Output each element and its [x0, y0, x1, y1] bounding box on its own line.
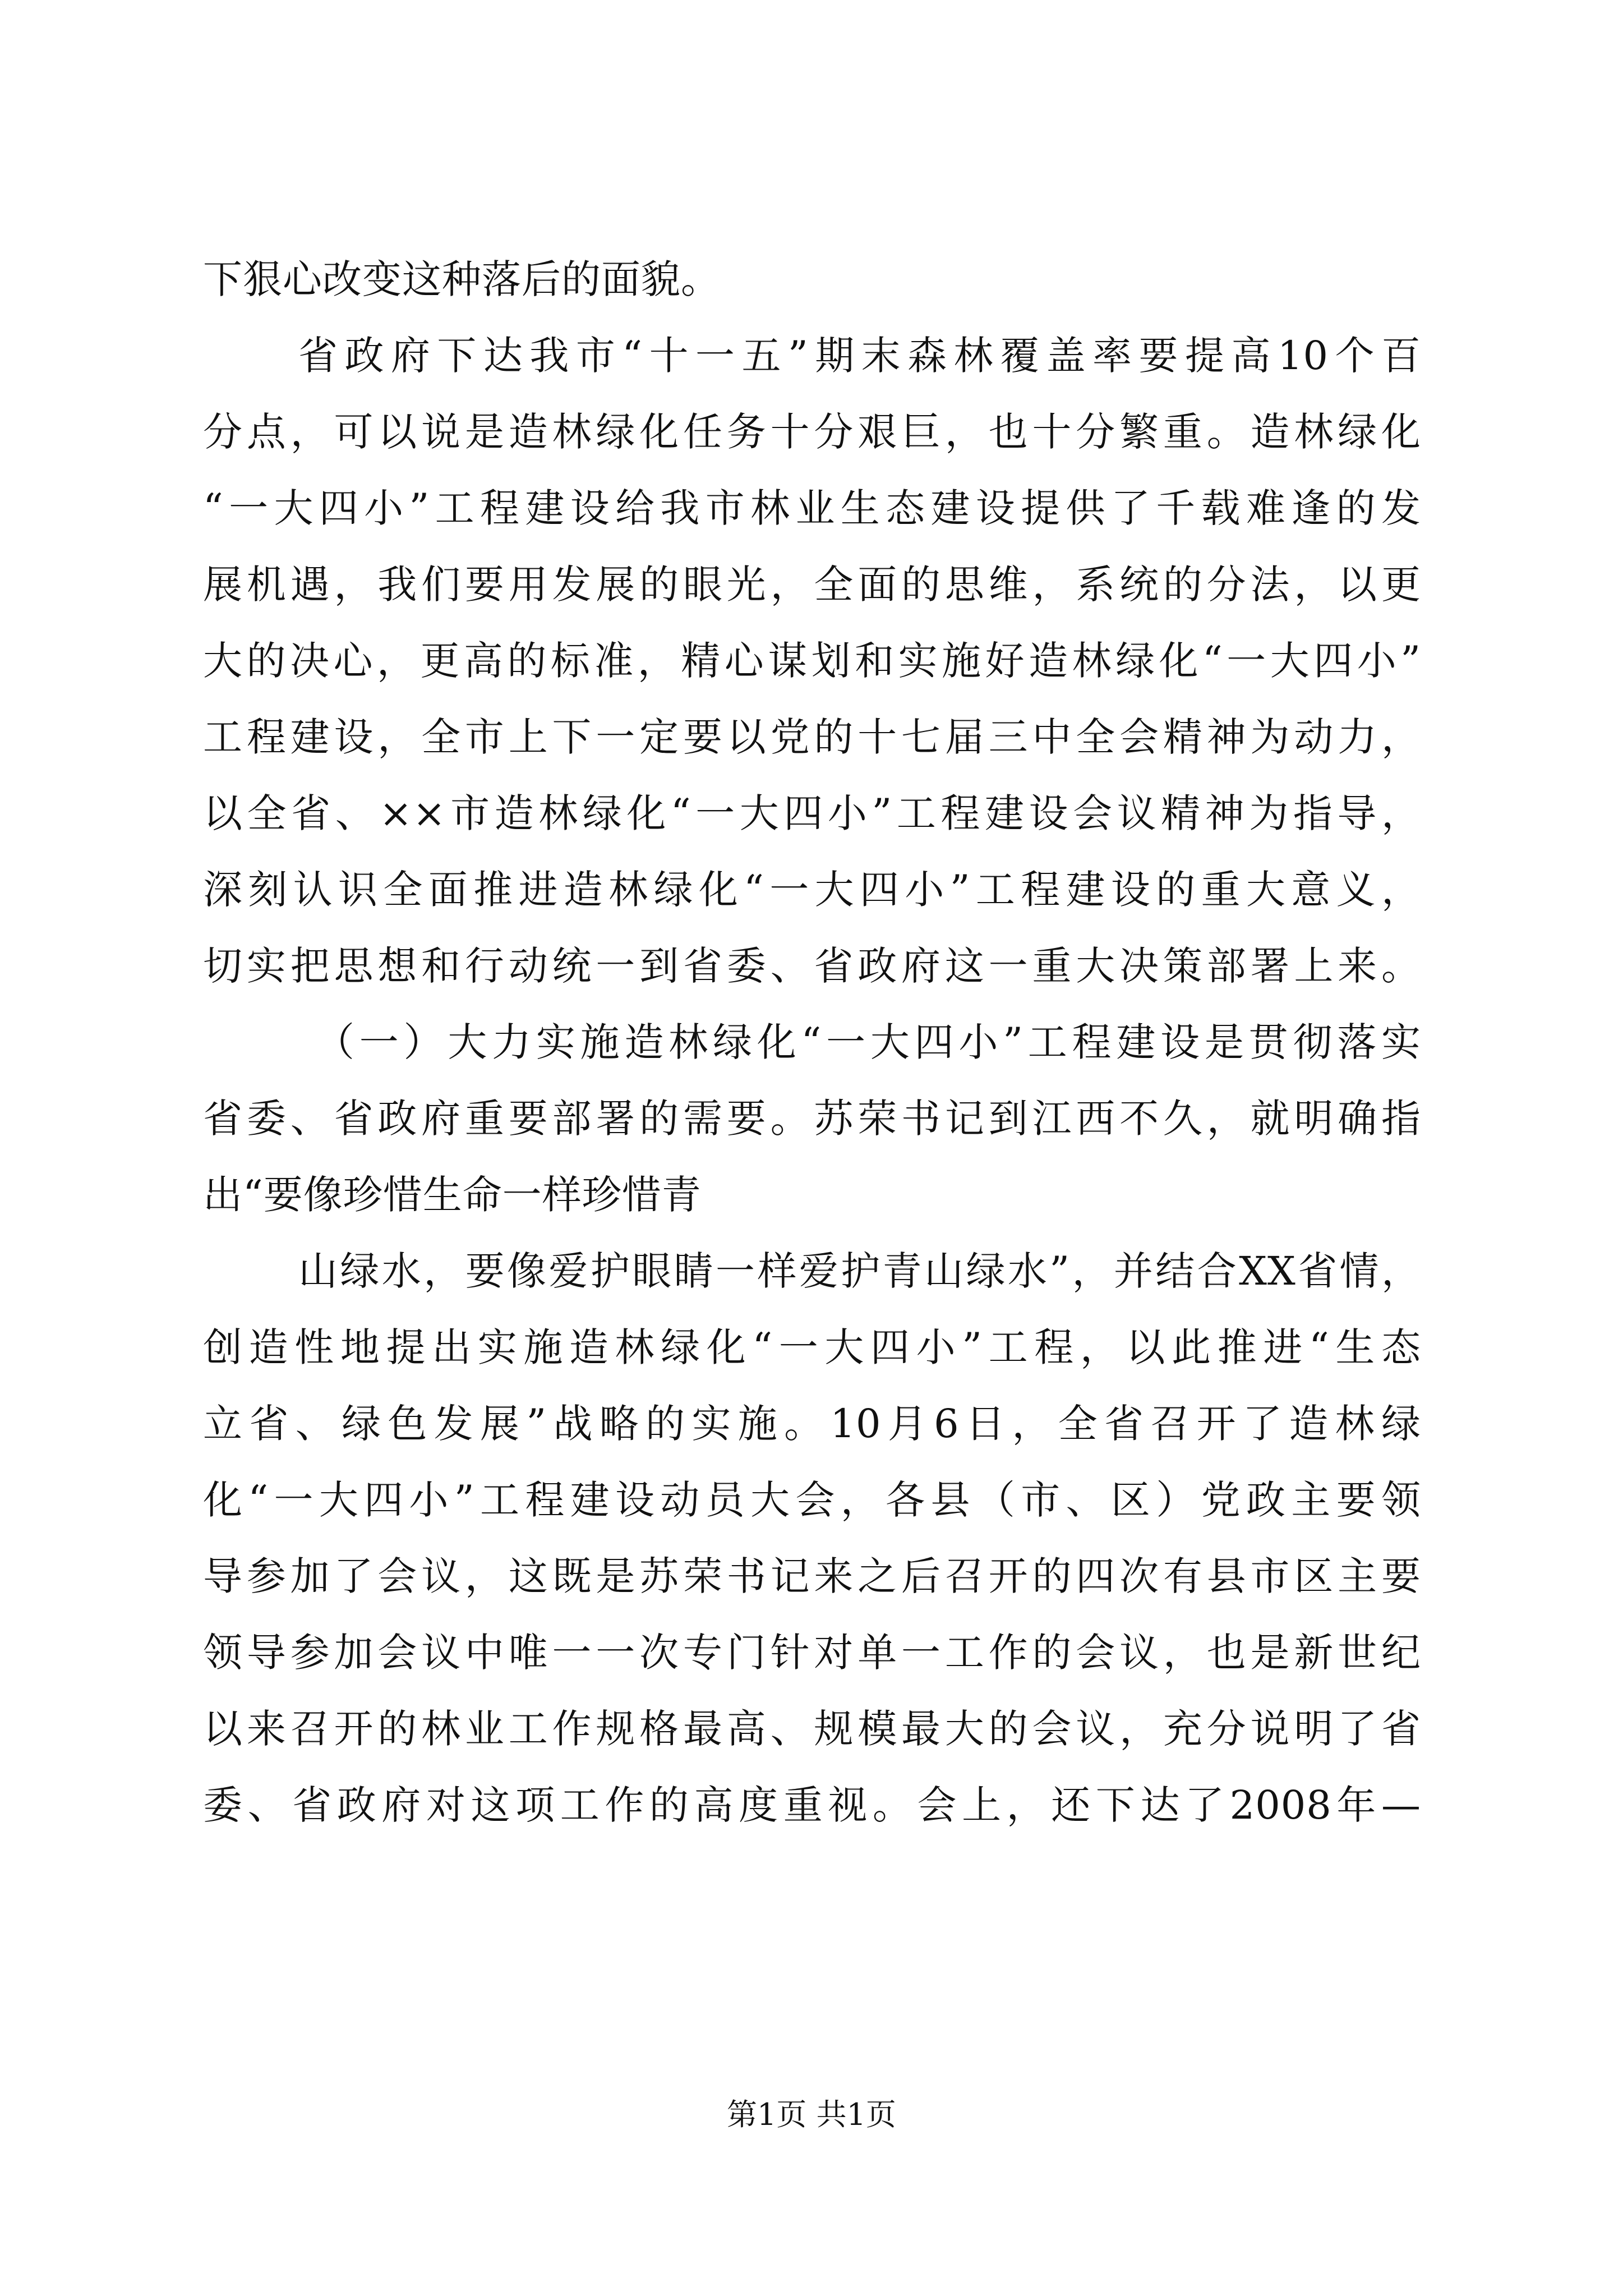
text-line: 领导参加会议中唯一一次专门针对单一工作的会议，也是新世纪 — [203, 1630, 1421, 1676]
text-line: 以来召开的林业工作规格最高、规模最大的会议，充分说明了省 — [203, 1706, 1421, 1752]
text-line: 化“一大四小”工程建设动员大会，各县（市、区）党政主要领 — [203, 1477, 1421, 1523]
text-line: 大的决心，更高的标准，精心谋划和实施好造林绿化“一大四小” — [203, 638, 1421, 684]
text-line: 深刻认识全面推进造林绿化“一大四小”工程建设的重大意义， — [203, 867, 1421, 913]
text-line: 展机遇，我们要用发展的眼光，全面的思维，系统的分法，以更 — [203, 562, 1421, 608]
text-line: “一大四小”工程建设给我市林业生态建设提供了千载难逢的发 — [203, 485, 1421, 531]
text-line: 出“要像珍惜生命一样珍惜青 — [203, 1172, 702, 1218]
text-line: 省委、省政府重要部署的需要。苏荣书记到江西不久，就明确指 — [203, 1096, 1421, 1142]
text-line: 省政府下达我市“十一五”期末森林覆盖率要提高10个百 — [298, 333, 1421, 379]
text-line: 导参加了会议，这既是苏荣书记来之后召开的四次有县市区主要 — [203, 1553, 1421, 1599]
text-line: （一）大力实施造林绿化“一大四小”工程建设是贯彻落实 — [315, 1019, 1421, 1065]
text-line: 分点，可以说是造林绿化任务十分艰巨，也十分繁重。造林绿化 — [203, 409, 1421, 455]
page-number-label: 第1页 共1页 — [727, 2097, 896, 2132]
text-line: 切实把思想和行动统一到省委、省政府这一重大决策部署上来。 — [203, 943, 1421, 989]
text-line: 工程建设，全市上下一定要以党的十七届三中全会精神为动力， — [203, 714, 1421, 760]
text-line: 山绿水，要像爱护眼睛一样爱护青山绿水”，并结合XX省情， — [298, 1248, 1421, 1294]
text-line: 创造性地提出实施造林绿化“一大四小”工程，以此推进“生态 — [203, 1324, 1421, 1370]
text-line: 以全省、××市造林绿化“一大四小”工程建设会议精神为指导， — [203, 790, 1421, 836]
text-line: 立省、绿色发展”战略的实施。10月6日，全省召开了造林绿 — [203, 1401, 1421, 1447]
page-footer — [0, 2095, 1623, 2134]
text-line: 委、省政府对这项工作的高度重视。会上，还下达了2008年— — [203, 1782, 1421, 1828]
document-body — [203, 241, 1421, 1843]
text-line: 下狠心改变这种落后的面貌。 — [203, 256, 721, 302]
